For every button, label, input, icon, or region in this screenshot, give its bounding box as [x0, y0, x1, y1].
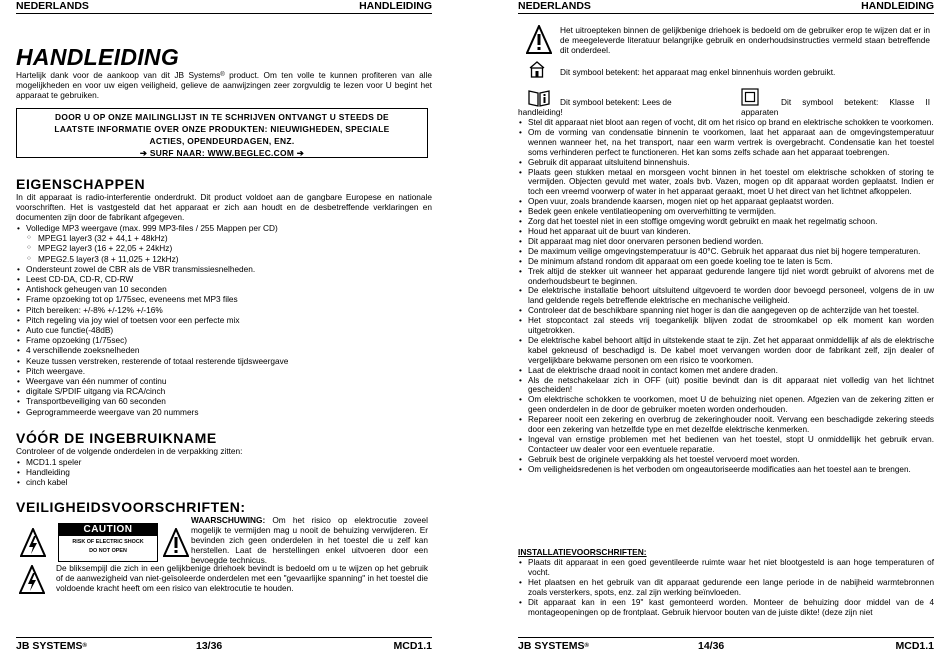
lightning-triangle-icon: [19, 565, 45, 595]
before-use-intro-text: Controleer of de volgende onderdelen in de verpakking zitten:: [16, 446, 243, 456]
features-intro: [16, 193, 432, 223]
warning-paragraph: [191, 516, 428, 566]
header-doc-type: HANDLEIDING: [359, 0, 432, 12]
list-item: • Open vuur, zoals brandende kaarsen, mogen niet op het apparaat geplaatst worden.: [518, 197, 934, 207]
caution-line-2: DO NOT OPEN: [89, 548, 127, 554]
footer-brand: JB SYSTEMS®: [518, 640, 589, 652]
warning-label: WAARSCHUWING:: [191, 515, 266, 525]
list-item: • cinch kabel: [16, 477, 432, 487]
list-item: • Pitch weergave.: [16, 366, 432, 376]
warning-text: Om het risico op elektrocutie zoveel mogelijk te vermijden mag u nooit de behuizing verwijderen. Er bevinden zich geen onderdelen in het toestel die u zelf kan herstellen. Laat de herstellingen enkel uitvoeren door een bevoegde technicus.: [191, 515, 428, 565]
list-item: • 4 verschillende zoeksnelheden: [16, 345, 432, 355]
house-symbol-paragraph: [560, 68, 930, 78]
list-item: • Laat de elektrische draad nooit in contact komen met andere draden.: [518, 366, 934, 376]
notice-line-3: ACTIES, OPENDEURDAGEN, ENZ.: [149, 136, 295, 146]
list-item: • De maximum veilige omgevingstemperatuur is 40°C. Gebruik het apparaat dus niet bij hogere temperaturen.: [518, 247, 934, 257]
page-footer: [16, 637, 432, 652]
list-item: • De elektrische installatie behoort uitsluitend uitgevoerd te worden door bevoegd personeel, volgens de in uw land geldende regels betreffende elektrische en mechanische veiligheid.: [518, 286, 934, 306]
list-item: ○ MPEG1 layer3 (32 + 44,1 + 48kHz): [16, 233, 432, 243]
exclamation-triangle-icon: [163, 528, 189, 558]
package-contents-list: [16, 457, 432, 488]
class-ii-paragraph: [741, 98, 930, 118]
header-doc-type: HANDLEIDING: [861, 0, 934, 12]
footer-brand: JB SYSTEMS®: [16, 640, 87, 652]
intro-text-b: product. Om ten volle te kunnen profiteren van alle mogelijkheden en voor uw eigen veiligheid, gelieve de aanwijzingen zeer zorgvuldig te lezen voor U begint het apparaat te gebruiken.: [16, 70, 432, 100]
exclamation-text: Het uitroepteken binnen de gelijkbenige driehoek is bedoeld om de gebruiker erop te wijzen dat er in de meegeleverde literatuur belangrijke gebruik en onderhoudsinstructies vermeld staan betreffende dit onderdeel.: [560, 25, 930, 55]
list-item: • Gebruik best de originele verpakking als het toestel vervoerd moet worden.: [518, 455, 934, 465]
before-use-intro: [16, 447, 432, 457]
list-item: • Plaats dit apparaat in een goed geventileerde ruimte waar het niet blootgesteld is aan hoge temperaturen of vocht.: [518, 558, 934, 578]
list-item: • Pitch regeling via joy wiel of toetsen voor een perfecte mix: [16, 315, 432, 325]
mailinglist-notice-box: [16, 108, 428, 158]
list-item: • Frame opzoeking (1/75sec): [16, 335, 432, 345]
exclamation-triangle-icon: [526, 25, 552, 55]
list-item: • Controleer dat de beschikbare spanning niet hoger is dan die aangegeven op de achterzijde van het toestel.: [518, 306, 934, 316]
list-item: • Transportbeveiliging van 60 seconden: [16, 396, 432, 406]
list-item: ○ MPEG2.5 layer3 (8 + 11,025 + 12kHz): [16, 254, 432, 264]
list-item: • Leest CD-DA, CD-R, CD-RW: [16, 274, 432, 284]
class-ii-text: Dit symbool betekent: Klasse II apparaten: [741, 97, 930, 117]
list-item: • digitale S/PDIF uitgang via RCA/cinch: [16, 386, 432, 396]
features-list: [16, 223, 432, 417]
list-item: • Handleiding: [16, 467, 432, 477]
page-right: [518, 0, 934, 654]
install-bullet-list: [518, 558, 934, 617]
before-use-heading: VÓÓR DE INGEBRUIKNAME: [16, 430, 217, 446]
list-item: • Bedek geen enkele ventilatieopening om oververhitting te vermijden.: [518, 207, 934, 217]
caution-title: CAUTION: [59, 524, 157, 536]
intro-paragraph: [16, 71, 432, 101]
list-item: • Volledige MP3 weergave (max. 999 MP3-files / 255 Mappen per CD): [16, 223, 432, 233]
read-manual-text: Dit symbool betekent: Lees de handleiding!: [518, 97, 672, 117]
list-item: • MCD1.1 speler: [16, 457, 432, 467]
list-item: • De minimum afstand rondom dit apparaat om een goede koeling toe te laten is 5cm.: [518, 257, 934, 267]
list-item: • Plaats geen stukken metaal en morsgeen vocht binnen in het toestel om elektrische schokken of storing te vermijden. Objecten gevuld met water, zoals bvb. Vazen, mogen op dit apparaat worden geplaatst. Indien er toch een vreemd voorwerp of water in het apparaat geraakt, moet U het direct van het lichtnet afkoppelen.: [518, 168, 934, 198]
list-item: • Frame opzoeking tot op 1/75sec, eveneens met MP3 files: [16, 294, 432, 304]
page-header: [16, 0, 432, 14]
features-heading: EIGENSCHAPPEN: [16, 176, 146, 192]
lightning-text: De bliksempijl die zich in een gelijkbenige driehoek bevindt is bedoeld om u te wijzen op het gebruik of de aanwezigheid van niet-geïsoleerde onderdelen met een "gevaarlijke spanning" in het toestel die voldoende kracht heeft om een risico van elektrocutie te houden.: [56, 563, 428, 593]
list-item: • Ingeval van ernstige problemen met het bedienen van het toestel, stopt U onmiddellijk het gebruik ervan. Contacteer uw dealer voor een eventuele reparatie.: [518, 435, 934, 455]
list-item: • Keuze tussen verstreken, resterende of totaal resterende tijdsweergave: [16, 356, 432, 366]
intro-text-a: Hartelijk dank voor de aankoop van dit JB Systems: [16, 70, 221, 80]
header-language: NEDERLANDS: [16, 0, 89, 12]
list-item: • Trek altijd de stekker uit wanneer het apparaat gedurende langere tijd niet wordt gebruikt of alvorens met de onderhoudsbeurt te beginnen.: [518, 267, 934, 287]
features-intro-text: In dit apparaat is radio-interferentie onderdrukt. Dit product voldoet aan de gangbare Europese en nationale voorschriften. Het is vastgesteld dat het apparaat er zich aan houdt en de desbetreffende verklaringen en documenten zijn door de fabrikant afgegeven.: [16, 192, 432, 222]
list-item: • Als de netschakelaar zich in OFF (uit) positie bevindt dan is dit apparaat niet volledig van het lichtnet gescheiden!: [518, 376, 934, 396]
caution-label: [58, 523, 158, 562]
list-item: • Het stopcontact zal steeds vrij toegankelijk blijven zodat de stroomkabel op elk moment kan worden uitgetrokken.: [518, 316, 934, 336]
list-item: • Weergave van één nummer of continu: [16, 376, 432, 386]
registered-mark: ®: [220, 72, 225, 78]
list-item: • Antishock geheugen van 10 seconden: [16, 284, 432, 294]
caution-line-1: RISK OF ELECTRIC SHOCK: [72, 539, 144, 545]
page-title: HANDLEIDING: [16, 44, 180, 70]
house-indoor-icon: [528, 60, 546, 78]
list-item: • Om veiligheidsredenen is het verboden om ongeautoriseerde modificaties aan het toestel aan te brengen.: [518, 465, 934, 475]
list-item: • Gebruik dit apparaat uitsluitend binnenshuis.: [518, 158, 934, 168]
list-item: • Houd het apparaat uit de buurt van kinderen.: [518, 227, 934, 237]
list-item: • De elektrische kabel behoort altijd in uitstekende staat te zijn. Zet het apparaat onmiddellijk af als de elektrische kabel gekneusd of beschadigd is. De kabel moet vervangen worden door de fabrikant zelf, zijn dealer of vergelijkbare bekwame personen om een risico te voorkomen.: [518, 336, 934, 366]
lightning-triangle-icon: [20, 528, 46, 558]
footer-page-number: 13/36: [196, 640, 223, 652]
list-item: • Geprogrammeerde weergave van 20 nummers: [16, 407, 432, 417]
header-language: NEDERLANDS: [518, 0, 591, 12]
list-item: • Pitch bereiken: +/-8% +/-12% +/-16%: [16, 305, 432, 315]
footer-model: MCD1.1: [393, 640, 432, 652]
page-left: [16, 0, 432, 654]
list-item: ○ MPEG2 layer3 (16 + 22,05 + 24kHz): [16, 243, 432, 253]
notice-line-2: LAATSTE INFORMATIE OVER ONZE PRODUKTEN: NIEUWIGHEDEN, SPECIALE: [54, 124, 390, 134]
lightning-paragraph: [56, 564, 428, 594]
list-item: • Het plaatsen en het gebruik van dit apparaat gedurende een lange periode in de nabijheid warmtebronnen zoals versterkers, spots, enz. zal zijn werking beïnvloeden.: [518, 578, 934, 598]
list-item: • Dit apparaat kan in een 19" kast gemonteerd worden. Monteer de behuizing door middel van de 4 montageopeningen op de frontplaat. Gebruik hiervoor bouten van de juiste dikte! (deze zijn niet: [518, 598, 934, 618]
safety-bullet-list: [518, 118, 934, 475]
exclamation-paragraph: [560, 26, 930, 56]
list-item: • Dit apparaat mag niet door onervaren personen bediend worden.: [518, 237, 934, 247]
footer-model: MCD1.1: [895, 640, 934, 652]
list-item: • Stel dit apparaat niet bloot aan regen of vocht, dit om het risico op brand en elektrische schokken te voorkomen.: [518, 118, 934, 128]
footer-page-number: 14/36: [698, 640, 725, 652]
list-item: • Om elektrische schokken te voorkomen, moet U de behuizing niet openen. Afgezien van de zekering zitten er geen onderdelen in de door de gebruiker moeten worden onderhouden.: [518, 395, 934, 415]
notice-line-4-link[interactable]: ➔ SURF NAAR: WWW.BEGLEC.COM ➔: [139, 148, 305, 158]
house-symbol-text: Dit symbool betekent: het apparaat mag enkel binnenhuis worden gebruikt.: [560, 67, 836, 77]
list-item: • Auto cue functie(-48dB): [16, 325, 432, 335]
read-manual-paragraph: [518, 98, 718, 118]
safety-heading: VEILIGHEIDSVOORSCHRIFTEN:: [16, 499, 246, 515]
list-item: • Repareer nooit een zekering en overbrug de zekeringhouder nooit. Vervang een beschadigde zekering steeds door een zekering van hetzelfde type en met dezelfde elektrische kenmerken.: [518, 415, 934, 435]
list-item: • Zorg dat het toestel niet in een stoffige omgeving wordt gebruikt en maak het regelmatig schoon.: [518, 217, 934, 227]
list-item: • Ondersteunt zowel de CBR als de VBR transmissiesnelheden.: [16, 264, 432, 274]
list-item: • Om de vorming van condensatie binnenin te voorkomen, laat het apparaat aan de omgevingstemperatuur wennen wanneer het, na het transport, naar een warm vertrek is overgebracht. Condensatie kan het toestel soms verhinderen perfect te functioneren. Het kan soms zelfs schade aan het apparaat toebrengen.: [518, 128, 934, 158]
notice-line-1: DOOR U OP ONZE MAILINGLIJST IN TE SCHRIJVEN ONTVANGT U STEEDS DE: [55, 112, 389, 122]
page-header: [518, 0, 934, 14]
install-heading: INSTALLATIEVOORSCHRIFTEN:: [518, 547, 647, 557]
page-footer: [518, 637, 934, 652]
